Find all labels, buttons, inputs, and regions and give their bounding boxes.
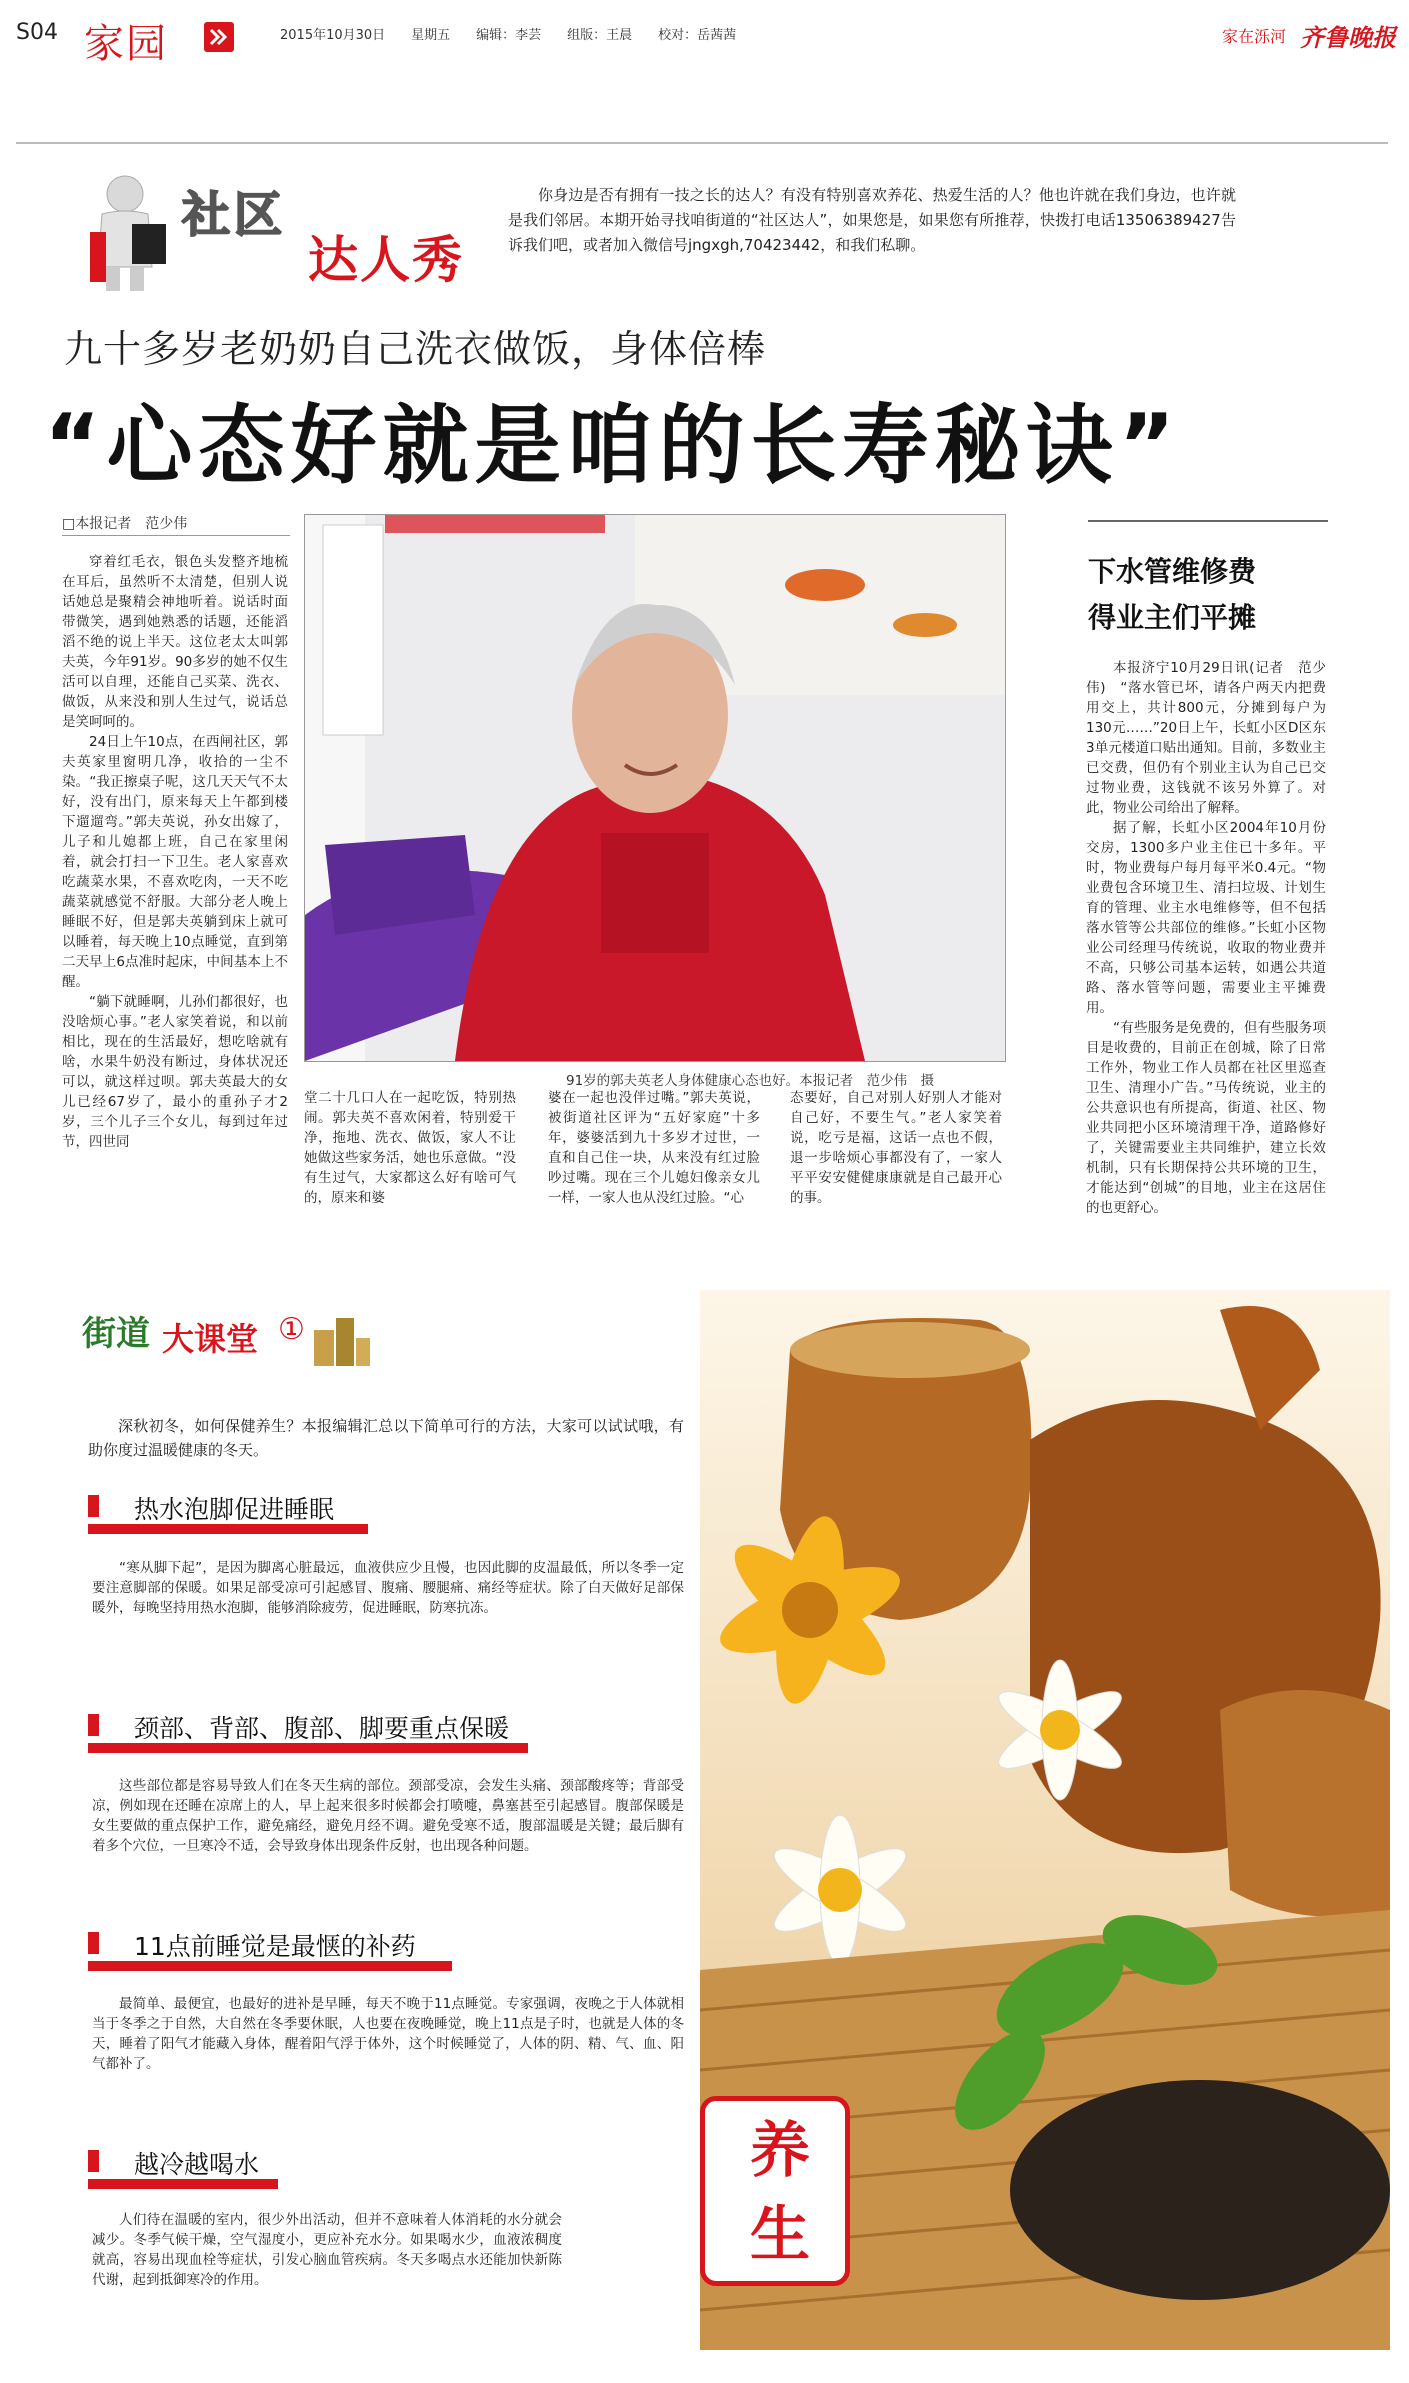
paragraph: 据了解，长虹小区2004年10月份交房，1300多户业主住已十多年。平时，物业费每户每月每平米0.4元。“物业费包含环境卫生、清扫垃圾、计划生育的管理、业主水电维修等，但不包括落水管等公共部位的维修。”长虹小区物业公司经理马传统说，收取的物业费并不高，只够公司基本运转，如遇公共道路、落水管等问题，需要业主平摊费用。 bbox=[1086, 820, 1326, 1016]
section-marker bbox=[88, 1932, 99, 1954]
article-column-1 bbox=[62, 552, 288, 1152]
section-title-early-sleep: 11点前睡觉是最惬的补药 bbox=[134, 1932, 416, 1961]
side-article-title-line2: 得业主们平摊 bbox=[1088, 601, 1257, 634]
section-body-early-sleep: 最简单、最便宜，也最好的进补是早睡，每天不晚于11点睡觉。专家强调，夜晚之于人体就相当于冬季之于自然，大自然在冬季要休眠，人也要在夜晚睡觉，晚上11点是子时，也就是人体的冬天，睡着了阳气才能藏入身体，醒着阳气浮于体外，这个时候睡觉了，人体的阴、精、气、血、阳气都补了。 bbox=[92, 1996, 684, 2072]
section-name: 家园 bbox=[84, 21, 168, 67]
section-underline bbox=[88, 1961, 452, 1971]
class-logo-lecture: 大课堂 bbox=[162, 1320, 259, 1358]
header-info: 2015年10月30日 星期五 编辑：李芸 组版：王晨 校对：岳茜茜 bbox=[280, 28, 737, 43]
section-body-drink-water: 人们待在温暖的室内，很少外出活动，但并不意味着人体消耗的水分就会减少。冬季气候干燥，空气湿度小，更应补充水分。如果喝水少，血液浓稠度就高，容易出现血栓等症状，引发心脑血管疾病。冬天多喝点水还能加快新陈代谢，起到抵御寒冷的作用。 bbox=[92, 2212, 562, 2288]
banner-intro: 你身边是否有拥有一技之长的达人？有没有特别喜欢养花、热爱生活的人？他也许就在我们身边，也许就是我们邻居。本期开始寻找咱街道的“社区达人”，如果您是，如果您有所推荐，快拨打电话13506389427告诉我们吧，或者加入微信号jngxgh,70423442，和我们私聊。 bbox=[508, 186, 1236, 254]
section-underline bbox=[88, 1743, 528, 1753]
header-rule bbox=[16, 142, 1388, 144]
health-stamp-text: 养生 bbox=[750, 2116, 810, 2270]
banner-title-talent-show: 达人秀 bbox=[308, 231, 464, 289]
health-intro: 深秋初冬，如何保健养生？本报编辑汇总以下简单可行的方法，大家可以试试哦，有助你度过温暖健康的冬天。 bbox=[88, 1417, 684, 1459]
photo-caption: 91岁的郭夫英老人身体健康心态也好。本报记者 范少伟 摄 bbox=[566, 1073, 935, 1089]
class-logo bbox=[82, 1300, 382, 1380]
article-column-3: 婆在一起也没伴过嘴。”郭夫英说，被街道社区评为“五好家庭”十多年，婆婆活到九十多岁才过世，一直和自己住一块，从来没有红过脸吵过嘴。现在三个儿媳妇像亲女儿一样，一家人也从没红过脸。“心 bbox=[548, 1090, 760, 1206]
article-column-2: 堂二十几口人在一起吃饭，特别热闹。郭夫英不喜欢闲着，特别爱干净，拖地、洗衣、做饭，家人不让她做这些家务活，她也乐意做。“没有生过气，大家都这么好有啥可气的，原来和婆 bbox=[304, 1090, 516, 1206]
health-stamp bbox=[700, 2096, 850, 2286]
article-title: “心态好就是咱的长寿秘诀” bbox=[44, 396, 1182, 496]
section-title-keep-warm: 颈部、背部、腹部、脚要重点保暖 bbox=[134, 1714, 510, 1743]
paragraph: 穿着红毛衣，银色头发整齐地梳在耳后，虽然听不太清楚，但别人说话她总是聚精会神地听着。说话时面带微笑，遇到她熟悉的话题，还能滔滔不绝的说上半天。这位老太太叫郭夫英，今年91岁。90多岁的她不仅生活可以自理，还能自己买菜、洗衣、做饭，从来没和别人生过气，说话总是笑呵呵的。 bbox=[62, 554, 288, 730]
chevron-icon bbox=[204, 22, 234, 52]
person-icon bbox=[80, 172, 170, 296]
page-number: S04 bbox=[16, 20, 58, 45]
paragraph: 本报济宁10月29日讯(记者 范少伟) “落水管已坏，请各户两天内把费用交上，共计800元，分摊到每户为130元……”20日上午，长虹小区D区东3单元楼道口贴出通知。目前，多数业主已交费，但仍有个别业主认为自己已交过物业费，这钱就不该另外算了。对此，物业公司给出了解释。 bbox=[1086, 660, 1326, 816]
article-subtitle: 九十多岁老奶奶自己洗衣做饭，身体倍棒 bbox=[64, 327, 767, 371]
side-article-rule bbox=[1088, 520, 1328, 522]
section-marker bbox=[88, 1714, 99, 1736]
side-article-title-line1: 下水管维修费 bbox=[1088, 555, 1257, 588]
section-underline bbox=[88, 1524, 368, 1534]
paragraph: 24日上午10点，在西闸社区，郭夫英家里窗明几净，收拾的一尘不染。“我正擦桌子呢，这几天天气不太好，没有出门，原来每天上午都到楼下遛遛弯。”郭夫英说，孙女出嫁了，儿子和儿媳都上班，自己在家里闲着，就会打扫一下卫生。老人家喜欢吃蔬菜水果，不喜欢吃肉，一天不吃蔬菜就感觉不舒服。大部分老人晚上睡眠不好，但是郭夫英躺到床上就可以睡着，每天晚上10点睡觉，直到第二天早上6点准时起床，中间基本上不醒。 bbox=[62, 734, 288, 990]
section-marker bbox=[88, 1495, 99, 1517]
section-marker bbox=[88, 2150, 99, 2172]
header-tagline: 家在泺河 bbox=[1222, 27, 1287, 46]
side-article-body bbox=[1086, 658, 1326, 1218]
article-column-4: 态要好，自己对别人好别人才能对自己好，不要生气。”老人家笑着说，吃亏是福，这话一点也不假，退一步啥烦心事都没有了，一家人平平安安健健康康就是自己最开心的事。 bbox=[790, 1090, 1002, 1206]
paragraph: “躺下就睡啊，儿孙们都很好，也没啥烦心事。”老人家笑着说，和以前相比，现在的生活最好，想吃啥就有啥，水果牛奶没有断过，身体状况还可以，就这样过呗。郭夫英最大的女儿已经67岁了，最小的重孙子才2岁，三个儿子三个女儿，每到过年过节，四世同 bbox=[62, 994, 288, 1150]
newspaper-logo: 齐鲁晚报 bbox=[1300, 23, 1396, 52]
elderly-woman-photo bbox=[304, 514, 1006, 1062]
building-icon bbox=[304, 1300, 374, 1374]
byline-rule bbox=[62, 535, 290, 536]
class-logo-street: 街道 bbox=[82, 1314, 150, 1354]
paragraph: “有些服务是免费的，但有些服务项目是收费的，目前正在创城，除了日常工作外，物业工作人员都在社区里巡查卫生、清理小广告。”马传统说，业主的公共意识也有所提高，街道、社区、物业共同把小区环境清理干净，道路修好了，关键需要业主共同维护，建立长效机制，只有长期保持公共环境的卫生，才能达到“创城”的目地，业主在这居住的也更舒心。 bbox=[1086, 1020, 1326, 1216]
section-body-keep-warm: 这些部位都是容易导致人们在冬天生病的部位。颈部受凉，会发生头痛、颈部酸疼等；背部受凉，例如现在还睡在凉席上的人，早上起来很多时候都会打喷嚏，鼻塞甚至引起感冒。腹部保暖是女生要做的重点保护工作，避免痛经，避免月经不调。避免受寒不适，腹部温暖是关键；最后脚有着多个穴位，一旦寒冷不适，会导致身体出现条件反射，也出现各种问题。 bbox=[92, 1778, 684, 1854]
byline: □本报记者 范少伟 bbox=[62, 516, 188, 532]
section-body-foot-soak: “寒从脚下起”，是因为脚离心脏最远，血液供应少且慢，也因此脚的皮温最低，所以冬季一定要注意脚部的保暖。如果足部受凉可引起感冒、腹痛、腰腿痛、痛经等症状。除了白天做好足部保暖外，每晚坚持用热水泡脚，能够消除疲劳，促进睡眠，防寒抗冻。 bbox=[92, 1560, 684, 1616]
class-logo-number: ① bbox=[278, 1312, 305, 1347]
section-title-foot-soak: 热水泡脚促进睡眠 bbox=[134, 1495, 335, 1524]
section-underline bbox=[88, 2179, 278, 2189]
banner-title-community: 社区 bbox=[182, 187, 287, 243]
section-title-drink-water: 越冷越喝水 bbox=[134, 2150, 260, 2179]
